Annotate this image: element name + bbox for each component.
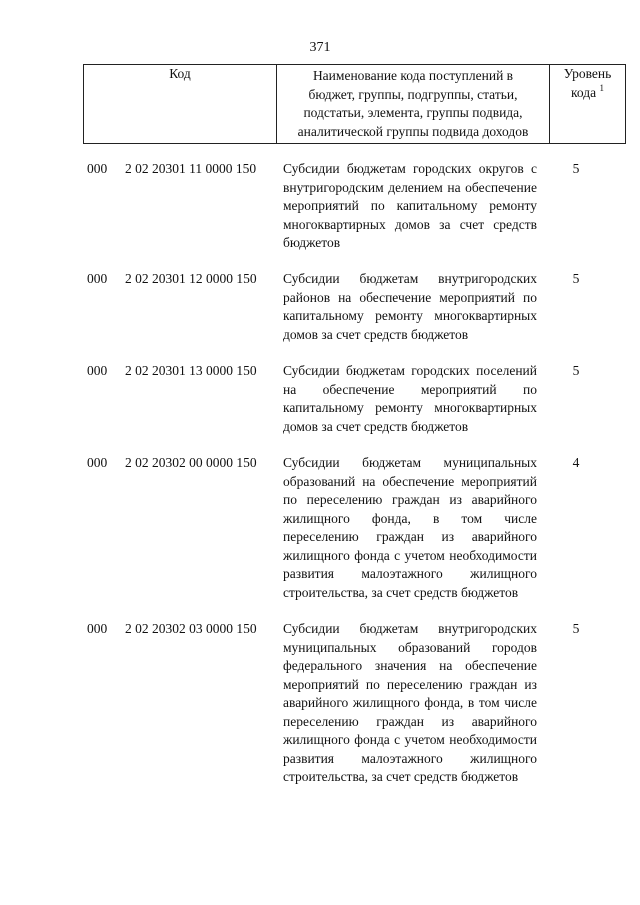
revenue-name: Субсидии бюджетам городских округов с внутригородским делением на обеспечение мероприятий по капитальному ремонту многоквартирных домов за счет средств бюджетов (283, 161, 537, 250)
admin-code: 000 (87, 621, 108, 636)
admin-code: 000 (87, 271, 108, 286)
revenue-code: 2 02 20301 13 0000 150 (125, 363, 257, 378)
code-level: 5 (572, 161, 580, 176)
admin-code: 000 (87, 455, 108, 470)
admin-code: 000 (87, 161, 108, 176)
header-name-line: Наименование кода поступлений в (312, 68, 514, 83)
revenue-code: 2 02 20301 12 0000 150 (125, 271, 257, 286)
header-level-cell (550, 65, 626, 144)
code-level: 5 (572, 621, 580, 636)
header-name-line: бюджет, группы, подгруппы, статьи, (308, 86, 518, 102)
header-level-label-2: кода $^1$ (571, 82, 604, 100)
revenue-name: Субсидии бюджетам городских поселений на обеспечение мероприятий по капитальному ремонту многоквартирных домов за счет средств бюджетов (283, 363, 537, 434)
page-number: 371 (309, 40, 331, 55)
header-level-label: Уровень (563, 66, 612, 81)
header-code-cell (84, 65, 277, 144)
revenue-name: Субсидии бюджетам внутригородских муниципальных образований городов федерального значения на обеспечение мероприятий по переселению граждан из аварийного жилищного фонда, в том числе переселению граждан из аварийного жилищного фонда с учетом необходимости развития малоэтажного жилищного строительства, за счет средств бюджетов (283, 621, 537, 784)
revenue-code: 2 02 20302 00 0000 150 (125, 455, 257, 470)
revenue-code: 2 02 20302 03 0000 150 (125, 621, 257, 636)
code-level: 5 (572, 363, 580, 378)
admin-code: 000 (87, 363, 108, 378)
header-code-label: Код (169, 66, 191, 81)
header-name-line: аналитической группы подвида доходов (297, 123, 529, 139)
header-name-cell (277, 65, 550, 144)
revenue-name: Субсидии бюджетам внутригородских районов на обеспечение мероприятий по капитальному ремонту многоквартирных домов за счет средств бюджетов (283, 271, 537, 342)
footnote-marker: 1 (599, 82, 604, 93)
revenue-name: Субсидии бюджетам муниципальных образований на обеспечение мероприятий по переселению граждан из аварийного жилищного фонда, в том числе переселению граждан из аварийного жилищного фонда с учетом необходимости развития малоэтажного жилищного строительства, за счет средств бюджетов (283, 455, 537, 600)
header-name-line: подстатьи, элемента, группы подвида, (303, 105, 523, 120)
code-level: 5 (572, 271, 580, 286)
table-header (83, 64, 626, 144)
code-level: 4 (572, 455, 580, 470)
revenue-code: 2 02 20301 11 0000 150 (125, 161, 257, 176)
